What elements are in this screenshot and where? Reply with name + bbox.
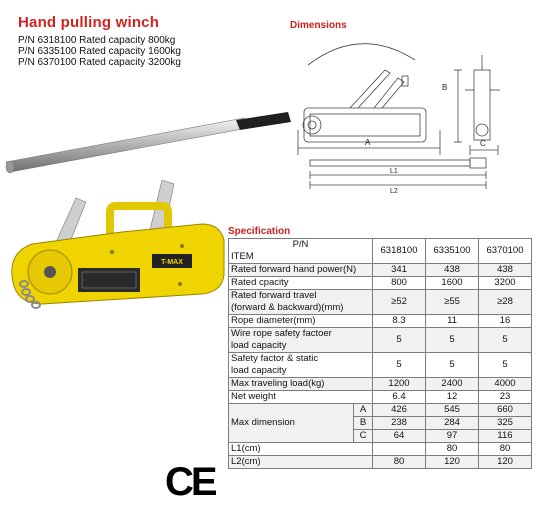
row-label: Rope diameter(mm) <box>229 315 373 328</box>
row-value: 116 <box>479 430 532 443</box>
row-value: 80 <box>373 456 426 469</box>
row-value: 97 <box>426 430 479 443</box>
row-value: 660 <box>479 404 532 417</box>
table-row <box>229 264 532 277</box>
row-value: 120 <box>479 456 532 469</box>
dimension-letter: C <box>354 430 373 443</box>
row-value: 12 <box>426 391 479 404</box>
table-row <box>229 353 532 378</box>
row-value: 4000 <box>479 378 532 391</box>
pn-item-header <box>229 239 373 264</box>
table-header-row <box>229 239 532 264</box>
row-value <box>373 443 426 456</box>
model-header-2: 6335100 <box>426 239 479 264</box>
pn-label: P/N <box>292 239 309 250</box>
row-label: Rated cpacity <box>229 277 373 290</box>
dimensions-heading: Dimensions <box>290 20 347 31</box>
row-label <box>229 290 373 315</box>
row-value: 6.4 <box>373 391 426 404</box>
table-row <box>229 328 532 353</box>
row-label: L1(cm) <box>229 443 373 456</box>
row-label: Net weight <box>229 391 373 404</box>
dim-label-l1: L1 <box>390 168 398 175</box>
dimension-letter: A <box>354 404 373 417</box>
pn-line-2: P/N 6335100 Rated capacity 1600kg <box>18 46 181 57</box>
table-row <box>229 277 532 290</box>
row-label-line-1: Safety factor & static <box>231 353 319 364</box>
row-value: ≥28 <box>479 290 532 315</box>
pn-line-1: P/N 6318100 Rated capacity 800kg <box>18 35 176 46</box>
table-row <box>229 378 532 391</box>
table-row <box>229 404 532 417</box>
model-header-1: 6318100 <box>373 239 426 264</box>
ce-mark: CE <box>165 460 215 504</box>
row-value: 11 <box>426 315 479 328</box>
item-label: ITEM <box>231 251 254 262</box>
row-value: 80 <box>426 443 479 456</box>
row-value: 80 <box>479 443 532 456</box>
row-value: 5 <box>479 328 532 353</box>
dim-label-a: A <box>365 138 371 147</box>
row-value: 545 <box>426 404 479 417</box>
row-value: 5 <box>373 353 426 378</box>
dim-label-b: B <box>442 83 448 92</box>
winch-illustration <box>2 180 227 320</box>
row-value: 5 <box>426 353 479 378</box>
table-row <box>229 315 532 328</box>
table-row <box>229 456 532 469</box>
row-value: 120 <box>426 456 479 469</box>
model-header-3: 6370100 <box>479 239 532 264</box>
row-value: 23 <box>479 391 532 404</box>
row-value: 438 <box>426 264 479 277</box>
pn-line-3: P/N 6370100 Rated capacity 3200kg <box>18 57 181 68</box>
row-label: L2(cm) <box>229 456 373 469</box>
row-value: 325 <box>479 417 532 430</box>
row-value: 16 <box>479 315 532 328</box>
row-label: Max traveling load(kg) <box>229 378 373 391</box>
handle-bar-illustration <box>4 112 294 182</box>
dimension-drawing <box>290 30 530 205</box>
row-value: ≥55 <box>426 290 479 315</box>
row-value: 5 <box>373 328 426 353</box>
table-row <box>229 391 532 404</box>
row-label: Rated forward hand power(N) <box>229 264 373 277</box>
row-value: 800 <box>373 277 426 290</box>
row-value: 284 <box>426 417 479 430</box>
row-value: 8.3 <box>373 315 426 328</box>
table-row <box>229 443 532 456</box>
row-value: 1200 <box>373 378 426 391</box>
row-value: 426 <box>373 404 426 417</box>
row-value: 3200 <box>479 277 532 290</box>
row-label-line-2: (forward & backward)(mm) <box>231 302 344 313</box>
row-label-line-2: load capacity <box>231 340 287 351</box>
row-value: 2400 <box>426 378 479 391</box>
row-value: 438 <box>479 264 532 277</box>
max-dimension-label: Max dimension <box>229 404 354 443</box>
dimension-letter: B <box>354 417 373 430</box>
table-row <box>229 290 532 315</box>
row-value: 5 <box>479 353 532 378</box>
row-value: 1600 <box>426 277 479 290</box>
brand-badge: T-MAX <box>161 259 183 266</box>
row-value: 341 <box>373 264 426 277</box>
row-value: 238 <box>373 417 426 430</box>
row-label <box>229 353 373 378</box>
row-value: 5 <box>426 328 479 353</box>
row-label-line-1: Wire rope safety factoer <box>231 328 332 339</box>
dim-label-c: C <box>480 139 486 148</box>
row-label-line-1: Rated forward travel <box>231 290 317 301</box>
row-label <box>229 328 373 353</box>
specification-table <box>228 238 532 469</box>
specification-heading: Specification <box>228 226 291 237</box>
row-label-line-2: load capacity <box>231 365 287 376</box>
row-value: ≥52 <box>373 290 426 315</box>
product-title: Hand pulling winch <box>18 14 160 31</box>
dim-label-l2: L2 <box>390 188 398 195</box>
row-value: 64 <box>373 430 426 443</box>
